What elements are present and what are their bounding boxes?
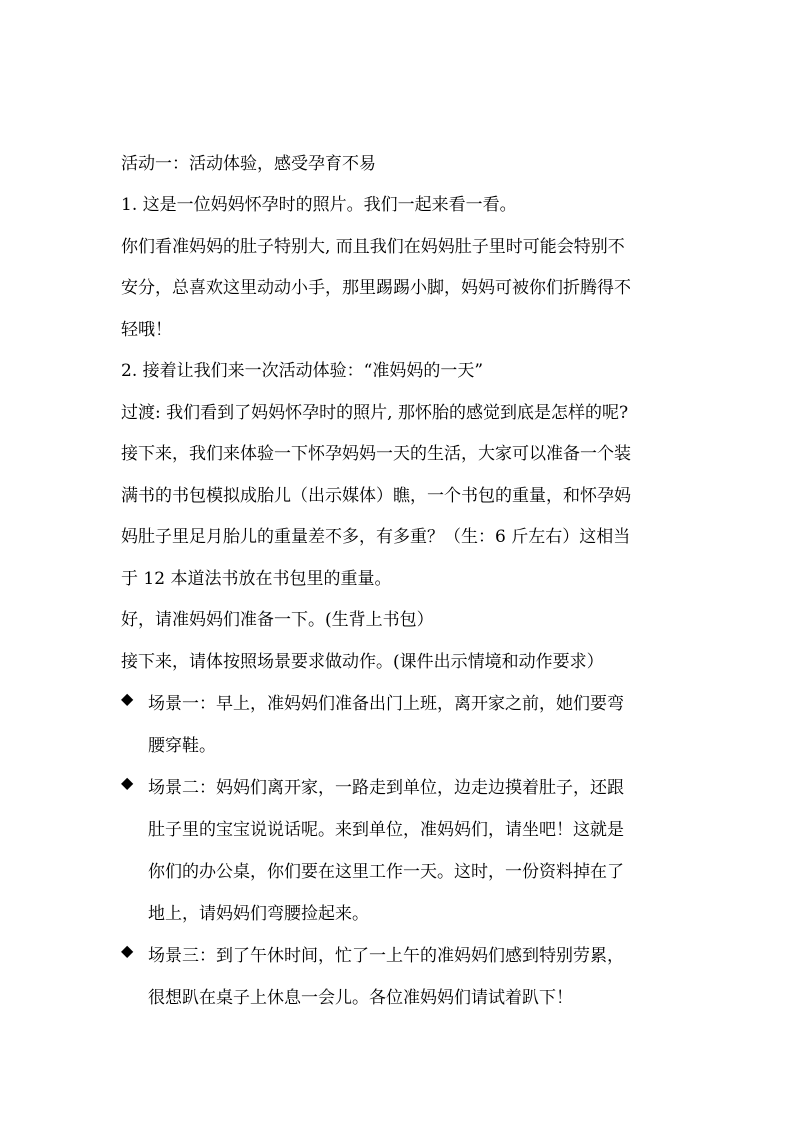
paragraph-2-line-3: 轻哦！ [121,320,172,340]
paragraph-1: 1. 这是一位妈妈怀孕时的照片。我们一起来看一看。 [121,195,517,215]
scene-2-line-2: 肚子里的宝宝说说话呢。来到单位，准妈妈们，请坐吧！这就是 [148,820,624,840]
scene-2-line-4: 地上，请妈妈们弯腰捡起来。 [148,904,369,924]
scene-3-line-2: 很想趴在桌子上休息一会儿。各位准妈妈们请试着趴下！ [148,988,573,1008]
paragraph-3: 2. 接着让我们来一次活动体验：“准妈妈的一天” [121,361,484,381]
activity-heading: 活动一：活动体验，感受孕育不易 [121,154,376,174]
diamond-bullet-icon: ◆ [121,773,134,792]
scene-1-line-1: 场景一：早上，准妈妈们准备出门上班，离开家之前，她们要弯 [148,694,624,714]
paragraph-4-line-5: 于 12 本道法书放在书包里的重量。 [121,569,392,589]
paragraph-4-line-1: 过渡: 我们看到了妈妈怀孕时的照片, 那怀胎的感觉到底是怎样的呢? [121,403,629,423]
diamond-bullet-icon: ◆ [121,941,134,960]
paragraph-4-line-3: 满书的书包模拟成胎儿（出示媒体）瞧，一个书包的重量，和怀孕妈 [121,486,631,506]
paragraph-2-line-2: 安分，总喜欢这里动动小手，那里踢踢小脚，妈妈可被你们折腾得不 [121,278,631,298]
scene-2-line-1: 场景二：妈妈们离开家，一路走到单位，边走边摸着肚子，还跟 [148,778,624,798]
scene-3-line-1: 场景三：到了午休时间，忙了一上午的准妈妈们感到特别劳累， [148,946,624,966]
paragraph-2-line-1: 你们看准妈妈的肚子特别大, 而且我们在妈妈肚子里时可能会特别不 [121,237,625,257]
paragraph-6: 接下来，请体按照场景要求做动作。(课件出示情境和动作要求） [121,652,604,672]
paragraph-4-line-2: 接下来，我们来体验一下怀孕妈妈一天的生活，大家可以准备一个装 [121,444,631,464]
paragraph-5: 好，请准妈妈们准备一下。(生背上书包） [121,610,434,630]
paragraph-4-line-4: 妈肚子里足月胎儿的重量差不多，有多重？（生：6 斤左右）这相当 [121,527,631,547]
scene-1-line-2: 腰穿鞋。 [148,736,216,756]
scene-2-line-3: 你们的办公桌，你们要在这里工作一天。这时，一份资料掉在了 [148,862,624,882]
diamond-bullet-icon: ◆ [121,689,134,708]
